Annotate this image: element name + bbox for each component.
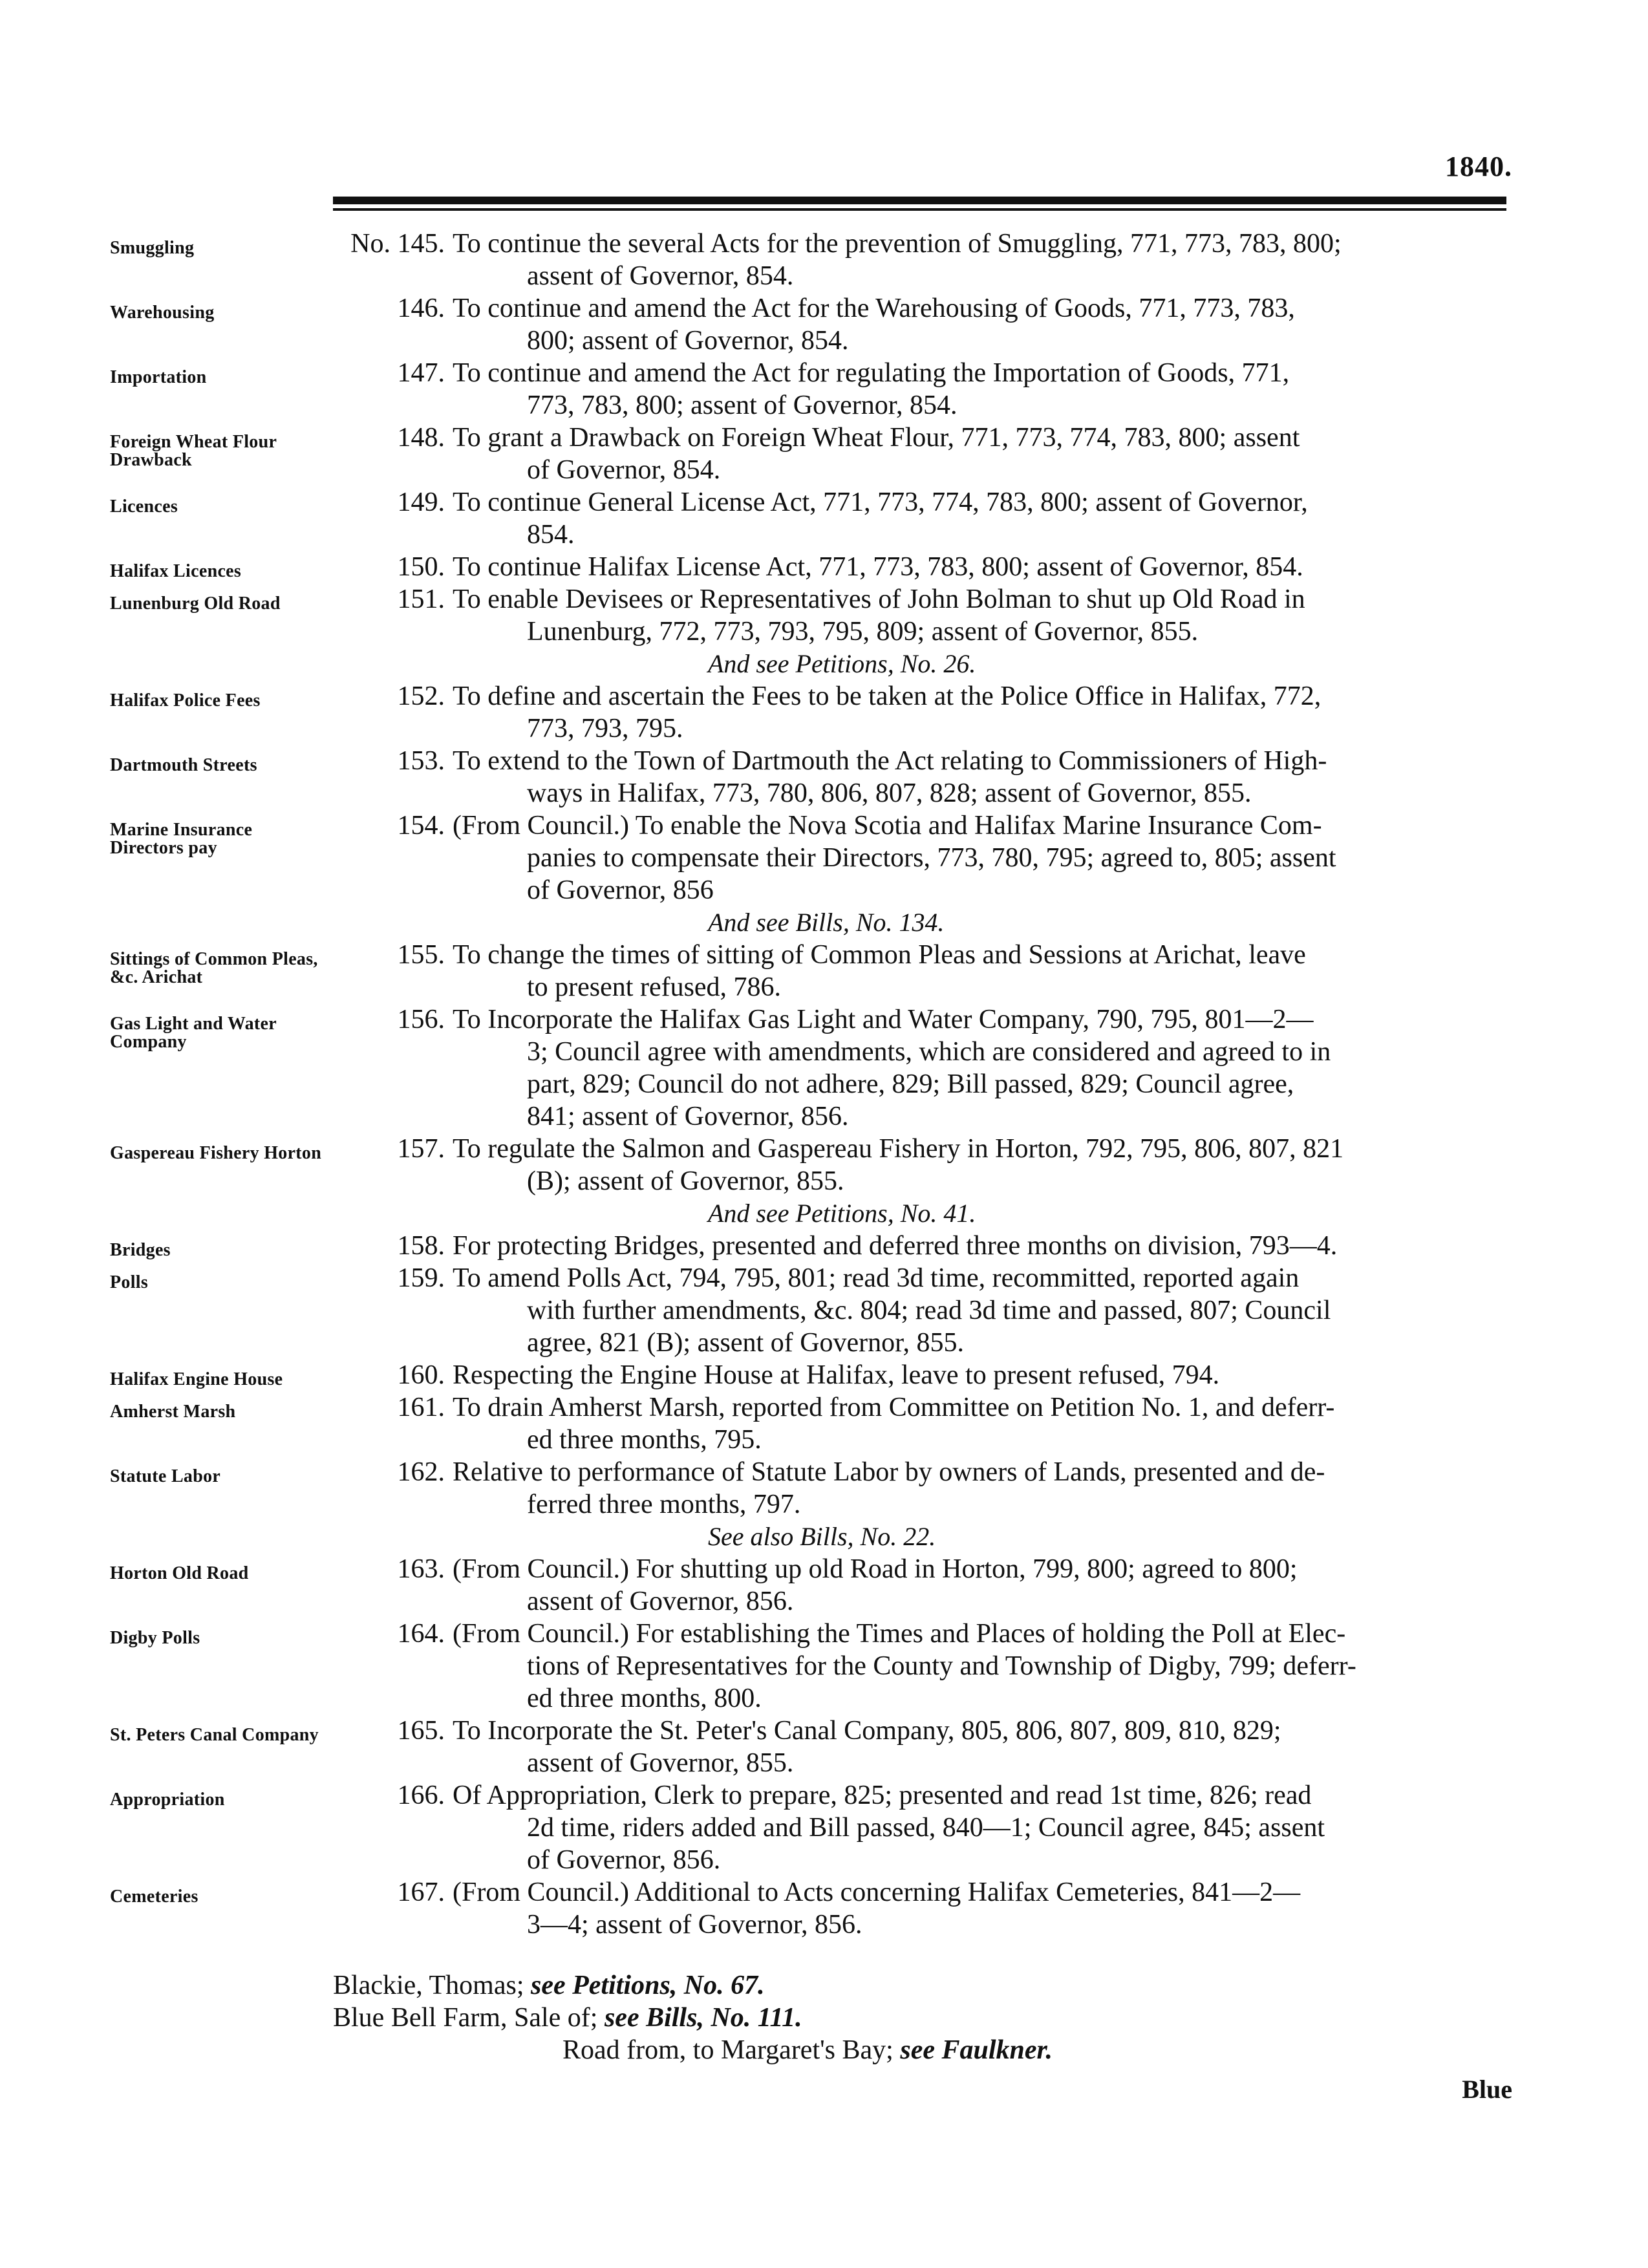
bill-description-first-line: (From Council.) For establishing the Times and Places of holding the Poll at Elec- xyxy=(453,1619,1346,1649)
bill-entry xyxy=(110,1456,1516,1553)
bill-entry-text xyxy=(330,939,1516,1003)
bill-entry xyxy=(110,1553,1516,1618)
margin-note: Gas Light and Water Company xyxy=(110,1014,277,1052)
bill-description-continuation: agree, 821 (B); assent of Governor, 855. xyxy=(527,1328,964,1358)
margin-note: Halifax Engine House xyxy=(110,1369,283,1389)
bill-description-continuation: to present refused, 786. xyxy=(527,972,782,1002)
bill-entry-text xyxy=(330,1133,1516,1230)
bill-description-first-line: (From Council.) For shutting up old Road in Horton, 799, 800; agreed to 800; xyxy=(453,1554,1298,1584)
bill-entry-text xyxy=(330,486,1516,551)
bill-entry-text xyxy=(330,583,1516,680)
bill-entry-text xyxy=(330,551,1516,583)
bill-description-continuation: 854. xyxy=(527,520,575,550)
bill-description-first-line: (From Council.) To enable the Nova Scotia and Halifax Marine Insurance Com- xyxy=(453,811,1322,840)
margin-note: St. Peters Canal Company xyxy=(110,1725,319,1745)
bill-entry xyxy=(110,1230,1516,1262)
bill-entry xyxy=(110,1779,1516,1876)
header-rule-thin xyxy=(333,208,1506,211)
bill-entry-text xyxy=(330,1003,1516,1133)
bill-description-first-line: To extend to the Town of Dartmouth the Act relating to Commissioners of High- xyxy=(453,746,1327,776)
index-entry-text: Road from, to Margaret's Bay; xyxy=(562,2035,894,2065)
header-rule-thick xyxy=(333,197,1506,204)
bill-number: 156. xyxy=(397,1005,445,1034)
bill-description-continuation: assent of Governor, 854. xyxy=(527,261,794,291)
margin-note: Polls xyxy=(110,1272,149,1292)
bill-entry xyxy=(110,1715,1516,1779)
margin-note: Importation xyxy=(110,367,207,387)
bill-description-first-line: To enable Devisees or Representatives of John Bolman to shut up Old Road in xyxy=(453,584,1305,614)
margin-note: Smuggling xyxy=(110,238,195,258)
bill-description-first-line: To Incorporate the Halifax Gas Light and Water Company, 790, 795, 801—2— xyxy=(453,1005,1314,1034)
margin-note: Lunenburg Old Road xyxy=(110,594,281,614)
bill-description-continuation: of Governor, 856. xyxy=(527,1845,721,1875)
bill-entry xyxy=(110,680,1516,745)
bill-description-continuation: ed three months, 795. xyxy=(527,1425,762,1455)
index-subentry-road xyxy=(562,2034,1053,2066)
margin-note: Statute Labor xyxy=(110,1466,221,1486)
bill-description-continuation: of Governor, 854. xyxy=(527,455,721,485)
index-entry-reference: see Faulkner. xyxy=(900,2035,1053,2065)
bill-entry-text xyxy=(330,1715,1516,1779)
margin-note: Gaspereau Fishery Horton xyxy=(110,1143,322,1163)
bill-entry-text xyxy=(330,1553,1516,1618)
bill-description-continuation: tions of Representatives for the County and Township of Digby, 799; deferr- xyxy=(527,1651,1356,1681)
bill-description-continuation: 841; assent of Governor, 856. xyxy=(527,1102,849,1131)
bill-description-first-line: For protecting Bridges, presented and deferred three months on division, 793—4. xyxy=(453,1231,1338,1261)
bill-entry xyxy=(110,939,1516,1003)
bill-entry xyxy=(110,292,1516,357)
bill-entry-text xyxy=(330,1876,1516,1941)
margin-note: Halifax Licences xyxy=(110,561,242,581)
bill-entry-text xyxy=(330,292,1516,357)
bill-number: 153. xyxy=(397,746,445,776)
bill-description-continuation: assent of Governor, 855. xyxy=(527,1748,794,1778)
bill-entry xyxy=(110,228,1516,292)
catchword: Blue xyxy=(1462,2075,1512,2104)
bill-number: 163. xyxy=(397,1554,445,1584)
bill-entry xyxy=(110,1003,1516,1133)
bill-entry xyxy=(110,1618,1516,1715)
bill-number: 158. xyxy=(397,1231,445,1261)
bill-entry-text xyxy=(330,422,1516,486)
bill-number: 160. xyxy=(397,1360,445,1390)
margin-note: Foreign Wheat Flour Drawback xyxy=(110,432,277,470)
bill-number: 148. xyxy=(397,423,445,453)
bill-description-first-line: To continue General License Act, 771, 773, 774, 783, 800; assent of Governor, xyxy=(453,487,1308,517)
index-entry-blackie xyxy=(333,1969,765,2002)
bill-number: 152. xyxy=(397,681,445,711)
bill-number: 150. xyxy=(397,552,445,582)
margin-note: Amherst Marsh xyxy=(110,1402,236,1422)
margin-note: Licences xyxy=(110,497,178,517)
bill-entries-list xyxy=(110,228,1516,1941)
bill-entry xyxy=(110,1391,1516,1456)
bill-entry-text xyxy=(330,357,1516,422)
bill-entry xyxy=(110,1262,1516,1359)
bill-description-continuation: part, 829; Council do not adhere, 829; Bill passed, 829; Council agree, xyxy=(527,1069,1294,1099)
margin-note: Dartmouth Streets xyxy=(110,755,257,775)
bill-entry xyxy=(110,486,1516,551)
bill-number: 146. xyxy=(397,294,445,323)
bill-number: 151. xyxy=(397,584,445,614)
bill-description-first-line: To amend Polls Act, 794, 795, 801; read 3d time, recommitted, reported again xyxy=(453,1263,1300,1293)
bill-number: 147. xyxy=(397,358,445,388)
cross-reference: And see Bills, No. 134. xyxy=(708,908,945,937)
bill-description-first-line: To drain Amherst Marsh, reported from Committee on Petition No. 1, and deferr- xyxy=(453,1393,1335,1422)
bill-entry-text xyxy=(330,1779,1516,1876)
bill-description-continuation: ferred three months, 797. xyxy=(527,1490,801,1519)
page-year: 1840. xyxy=(1445,151,1512,182)
bill-description-continuation: assent of Governor, 856. xyxy=(527,1587,794,1616)
bill-number: 164. xyxy=(397,1619,445,1649)
bill-entry xyxy=(110,551,1516,583)
bill-description-continuation: ways in Halifax, 773, 780, 806, 807, 828; assent of Governor, 855. xyxy=(527,778,1252,808)
bill-number: 166. xyxy=(397,1781,445,1810)
bill-description-first-line: To grant a Drawback on Foreign Wheat Flour, 771, 773, 774, 783, 800; assent xyxy=(453,423,1300,453)
bill-entry-text xyxy=(330,1456,1516,1553)
bill-description-continuation: 3—4; assent of Governor, 856. xyxy=(527,1910,862,1940)
bill-number: 149. xyxy=(397,487,445,517)
margin-note: Bridges xyxy=(110,1240,171,1260)
bill-description-continuation: panies to compensate their Directors, 773, 780, 795; agreed to, 805; assent xyxy=(527,843,1336,873)
bill-description-first-line: (From Council.) Additional to Acts concerning Halifax Cemeteries, 841—2— xyxy=(453,1878,1301,1907)
bill-description-continuation: ed three months, 800. xyxy=(527,1684,762,1713)
bill-description-continuation: 773, 793, 795. xyxy=(527,714,683,744)
bill-entry-text xyxy=(330,228,1516,292)
bill-number: No. 145. xyxy=(350,229,445,259)
bill-number: 162. xyxy=(397,1457,445,1487)
bill-number: 167. xyxy=(397,1878,445,1907)
index-entry-reference: see Bills, No. 111. xyxy=(604,2003,802,2033)
margin-note: Marine Insurance Directors pay xyxy=(110,820,253,858)
bill-number: 157. xyxy=(397,1134,445,1164)
cross-reference: And see Petitions, No. 26. xyxy=(708,649,976,678)
bill-description-first-line: To continue the several Acts for the prevention of Smuggling, 771, 773, 783, 800; xyxy=(453,229,1342,259)
bill-entry-text xyxy=(330,1262,1516,1359)
margin-note: Warehousing xyxy=(110,303,215,323)
bill-number: 165. xyxy=(397,1716,445,1746)
bill-entry xyxy=(110,357,1516,422)
bill-description-first-line: To regulate the Salmon and Gaspereau Fishery in Horton, 792, 795, 806, 807, 821 xyxy=(453,1134,1344,1164)
margin-note: Sittings of Common Pleas, &c. Arichat xyxy=(110,949,318,987)
bill-description-continuation: (B); assent of Governor, 855. xyxy=(527,1166,844,1196)
bill-description-first-line: Respecting the Engine House at Halifax, leave to present refused, 794. xyxy=(453,1360,1220,1390)
index-entry-text: Blackie, Thomas; xyxy=(333,1971,524,2000)
bill-description-first-line: Of Appropriation, Clerk to prepare, 825; presented and read 1st time, 826; read xyxy=(453,1781,1312,1810)
bill-description-first-line: To change the times of sitting of Common Pleas and Sessions at Arichat, leave xyxy=(453,940,1306,970)
bill-entry-text xyxy=(330,1230,1516,1262)
bill-entry xyxy=(110,809,1516,939)
bill-description-first-line: To Incorporate the St. Peter's Canal Company, 805, 806, 807, 809, 810, 829; xyxy=(453,1716,1281,1746)
bill-description-continuation: 773, 783, 800; assent of Governor, 854. xyxy=(527,390,958,420)
bill-number: 154. xyxy=(397,811,445,840)
index-entry-text: Blue Bell Farm, Sale of; xyxy=(333,2003,598,2033)
index-entry-blue-bell-farm xyxy=(333,2002,802,2034)
index-entry-reference: see Petitions, No. 67. xyxy=(531,1971,765,2000)
bill-description-continuation: of Governor, 856 xyxy=(527,875,714,905)
bill-entry-text xyxy=(330,1359,1516,1391)
bill-entry xyxy=(110,1876,1516,1941)
bill-description-continuation: 800; assent of Governor, 854. xyxy=(527,326,849,356)
bill-description-first-line: Relative to performance of Statute Labor by owners of Lands, presented and de- xyxy=(453,1457,1325,1487)
bill-entry xyxy=(110,745,1516,809)
bill-entry xyxy=(110,1133,1516,1230)
bill-description-continuation: 2d time, riders added and Bill passed, 840—1; Council agree, 845; assent xyxy=(527,1813,1325,1843)
bill-entry-text xyxy=(330,680,1516,745)
bill-entry xyxy=(110,1359,1516,1391)
cross-reference: And see Petitions, No. 41. xyxy=(708,1199,976,1228)
bill-number: 155. xyxy=(397,940,445,970)
margin-note: Horton Old Road xyxy=(110,1563,249,1583)
bill-description-continuation: Lunenburg, 772, 773, 793, 795, 809; assent of Governor, 855. xyxy=(527,617,1199,647)
bill-description-continuation: 3; Council agree with amendments, which are considered and agreed to in xyxy=(527,1037,1331,1067)
bill-entry-text xyxy=(330,1391,1516,1456)
margin-note: Halifax Police Fees xyxy=(110,690,261,711)
bill-description-continuation: with further amendments, &c. 804; read 3d time and passed, 807; Council xyxy=(527,1296,1331,1325)
bill-entry-text xyxy=(330,809,1516,939)
bill-entry-text xyxy=(330,745,1516,809)
bill-number: 161. xyxy=(397,1393,445,1422)
bill-description-first-line: To continue Halifax License Act, 771, 773, 783, 800; assent of Governor, 854. xyxy=(453,552,1303,582)
cross-reference: See also Bills, No. 22. xyxy=(708,1522,936,1551)
margin-note: Appropriation xyxy=(110,1790,225,1810)
margin-note: Cemeteries xyxy=(110,1887,198,1907)
bill-description-first-line: To define and ascertain the Fees to be taken at the Police Office in Halifax, 772, xyxy=(453,681,1322,711)
bill-entry xyxy=(110,583,1516,680)
bill-entry xyxy=(110,422,1516,486)
bill-number: 159. xyxy=(397,1263,445,1293)
margin-note: Digby Polls xyxy=(110,1628,200,1648)
bill-description-first-line: To continue and amend the Act for the Warehousing of Goods, 771, 773, 783, xyxy=(453,294,1295,323)
bill-entry-text xyxy=(330,1618,1516,1715)
bill-description-first-line: To continue and amend the Act for regulating the Importation of Goods, 771, xyxy=(453,358,1290,388)
